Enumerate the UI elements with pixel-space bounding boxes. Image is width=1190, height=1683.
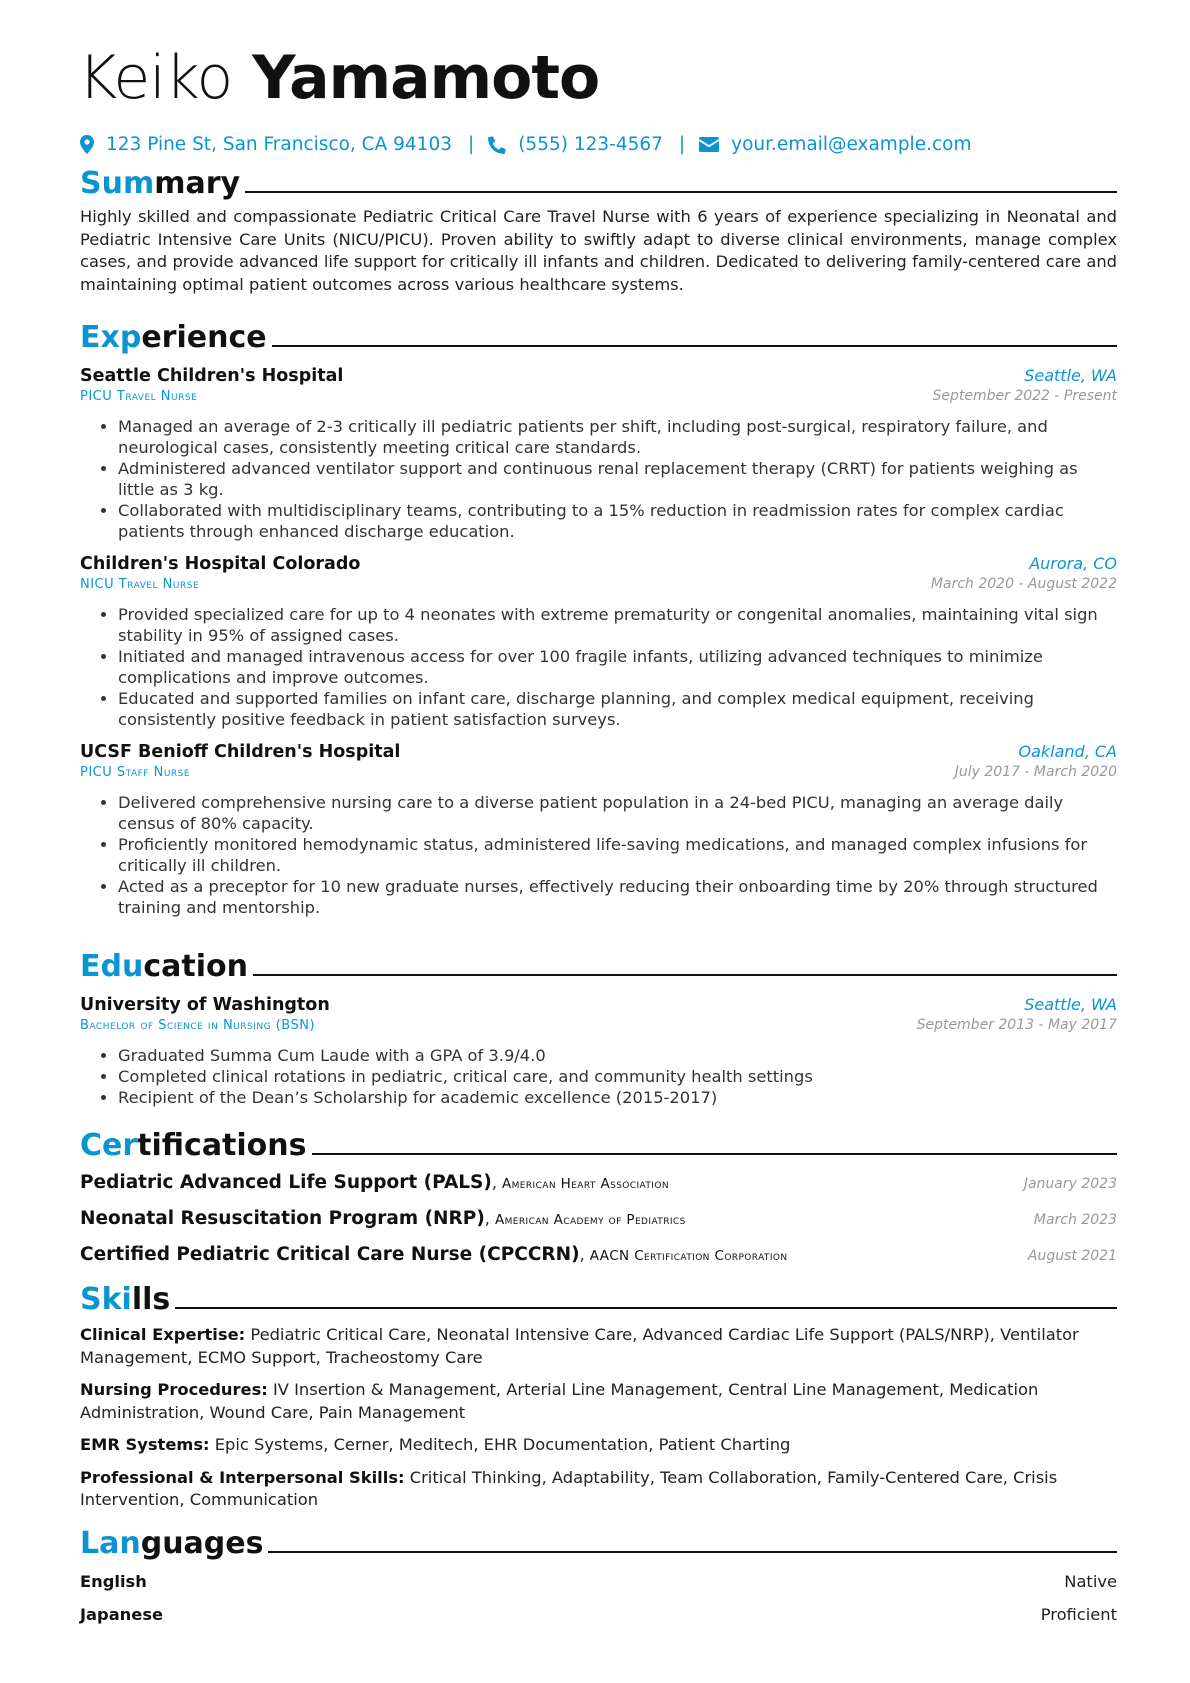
- job-location: Seattle, WA: [1024, 366, 1117, 385]
- skill-label: Clinical Expertise:: [80, 1325, 246, 1344]
- language-name: Japanese: [80, 1605, 164, 1624]
- job-entry: [80, 554, 1117, 730]
- list-item: • Educated and supported families on infant care, discharge planning, and complex medical equipment, receiving consistently positive feedback in patient satisfaction surveys.: [118, 688, 1117, 730]
- phone-text: (555) 123-4567: [518, 134, 663, 155]
- experience-section: [80, 316, 1117, 918]
- job-role: NICU Travel Nurse: [80, 577, 200, 592]
- education-section: [80, 945, 1117, 1108]
- cert-date: March 2023: [1033, 1212, 1117, 1228]
- skills-section: [80, 1278, 1117, 1522]
- envelope-icon: [699, 137, 719, 152]
- list-item: • Administered advanced ventilator support and continuous renal replacement therapy (CRRT) for patients weighing as little as 3 kg.: [118, 458, 1117, 500]
- cert-name: Pediatric Advanced Life Support (PALS): [80, 1172, 492, 1193]
- section-rule: [245, 191, 1117, 193]
- list-item: • Acted as a preceptor for 10 new graduate nurses, effectively reducing their onboarding time by 20% through structured training and mentorship.: [118, 876, 1117, 918]
- cert-date: August 2021: [1027, 1248, 1117, 1264]
- contact-address: [80, 134, 452, 155]
- cert-name: Neonatal Resuscitation Program (NRP): [80, 1208, 485, 1229]
- cert-org: AACN Certification Corporation: [589, 1248, 788, 1264]
- job-dates: July 2017 - March 2020: [954, 764, 1117, 780]
- phone-icon: [488, 136, 506, 154]
- job-location: Oakland, CA: [1018, 742, 1117, 761]
- skill-value: Critical Thinking, Adaptability, Team Collaboration, Family-Centered Care, Crisis Intervention, Communication: [80, 1467, 1058, 1509]
- section-rule: [268, 1551, 1117, 1553]
- cert-name: Certified Pediatric Critical Care Nurse (CPCCRN): [80, 1244, 580, 1265]
- skill-value: Pediatric Critical Care, Neonatal Intensive Care, Advanced Cardiac Life Support (PALS/NRP), Ventilator Management, ECMO Support, Tracheostomy Care: [80, 1325, 1079, 1367]
- language-level: Native: [1064, 1572, 1117, 1591]
- languages-title: Languages: [80, 1526, 264, 1561]
- summary-text: Highly skilled and compassionate Pediatric Critical Care Travel Nurse with 6 years of experience specializing in Neonatal and Pediatric Intensive Care Units (NICU/PICU). Proven ability to swiftly adapt to diverse clinical environments, manage complex cases, and provide advanced life support for critically ill infants and children. Dedicated to delivering family-centered care and maintaining optimal patient outcomes across various healthcare systems.: [80, 207, 1117, 294]
- contact-separator: |: [467, 134, 475, 155]
- email-text: your.email@example.com: [731, 134, 972, 155]
- contact-separator: |: [678, 134, 686, 155]
- education-bullets: [80, 1045, 1117, 1108]
- list-item: • Proficiently monitored hemodynamic status, administered life-saving medications, and managed complex infusions for critically ill children.: [118, 834, 1117, 876]
- cert-org: American Academy of Pediatrics: [494, 1212, 686, 1228]
- list-item: • Graduated Summa Cum Laude with a GPA of 3.9/4.0: [118, 1045, 1117, 1066]
- education-title: Education: [80, 949, 248, 984]
- last-name: Yamamoto: [252, 43, 600, 113]
- list-item: • Initiated and managed intravenous access for over 100 fragile infants, utilizing advanced techniques to minimize complications and improve outcomes.: [118, 646, 1117, 688]
- skill-value: Epic Systems, Cerner, Meditech, EHR Documentation, Patient Charting: [214, 1435, 791, 1454]
- job-dates: September 2022 - Present: [932, 388, 1117, 404]
- skill-label: EMR Systems:: [80, 1435, 210, 1454]
- job-bullets: [80, 604, 1117, 730]
- cert-org: American Heart Association: [502, 1176, 669, 1192]
- language-level: Proficient: [1040, 1605, 1117, 1624]
- certification-item: Neonatal Resuscitation Program (NRP), American Academy of Pediatrics March 2023: [80, 1208, 1117, 1229]
- contact-bar: [80, 134, 971, 155]
- school-location: Seattle, WA: [1024, 995, 1117, 1014]
- job-bullets: [80, 792, 1117, 918]
- list-item: • Recipient of the Dean’s Scholarship for academic excellence (2015-2017): [118, 1087, 1117, 1108]
- section-rule: [253, 974, 1117, 976]
- address-text: 123 Pine St, San Francisco, CA 94103: [106, 134, 452, 155]
- section-heading: [80, 1278, 1117, 1318]
- skill-label: Nursing Procedures:: [80, 1380, 268, 1399]
- experience-title: Experience: [80, 320, 267, 355]
- job-bullets: [80, 416, 1117, 542]
- skill-group: [80, 1434, 1117, 1457]
- list-item: • Delivered comprehensive nursing care to a diverse patient population in a 24-bed PICU, managing an average daily census of 80% capacity.: [118, 792, 1117, 834]
- contact-email[interactable]: [699, 134, 971, 155]
- job-location: Aurora, CO: [1029, 554, 1117, 573]
- skill-group: [80, 1379, 1117, 1424]
- summary-title: Summary: [80, 166, 241, 201]
- section-rule: [312, 1153, 1117, 1155]
- certifications-section: [80, 1124, 1117, 1280]
- language-name: English: [80, 1572, 147, 1591]
- candidate-name: [78, 42, 599, 114]
- job-role: PICU Travel Nurse: [80, 389, 198, 404]
- job-org: Seattle Children's Hospital: [80, 366, 344, 386]
- certification-item: Certified Pediatric Critical Care Nurse (CPCCRN), AACN Certification Corporation August 2021: [80, 1244, 1117, 1265]
- degree: Bachelor of Science in Nursing (BSN): [80, 1018, 316, 1033]
- list-item: • Managed an average of 2-3 critically ill pediatric patients per shift, including post-surgical, respiratory failure, and neurological cases, consistently meeting critical care standards.: [118, 416, 1117, 458]
- job-entry: [80, 366, 1117, 542]
- languages-section: [80, 1522, 1117, 1638]
- section-heading: [80, 1522, 1117, 1562]
- skill-value: IV Insertion & Management, Arterial Line Management, Central Line Management, Medication Administration, Wound Care, Pain Management: [80, 1380, 1039, 1422]
- certification-item: Pediatric Advanced Life Support (PALS), American Heart Association January 2023: [80, 1172, 1117, 1193]
- map-pin-icon: [80, 135, 94, 154]
- education-dates: September 2013 - May 2017: [916, 1017, 1117, 1033]
- section-heading: [80, 316, 1117, 356]
- education-entry: [80, 995, 1117, 1108]
- first-name: Keiko: [78, 43, 233, 113]
- list-item: • Collaborated with multidisciplinary teams, contributing to a 15% reduction in readmission rates for complex cardiac patients through enhanced discharge education.: [118, 500, 1117, 542]
- section-heading: [80, 945, 1117, 985]
- cert-date: January 2023: [1023, 1176, 1117, 1192]
- school-name: University of Washington: [80, 995, 330, 1015]
- skill-group: [80, 1467, 1117, 1512]
- certifications-title: Certifications: [80, 1128, 307, 1163]
- section-rule: [272, 345, 1117, 347]
- job-dates: March 2020 - August 2022: [930, 576, 1117, 592]
- list-item: • Completed clinical rotations in pediatric, critical care, and community health settings: [118, 1066, 1117, 1087]
- job-org: Children's Hospital Colorado: [80, 554, 361, 574]
- section-heading: [80, 162, 1117, 202]
- language-item: [80, 1572, 1117, 1605]
- job-org: UCSF Benioff Children's Hospital: [80, 742, 401, 762]
- language-item: [80, 1605, 1117, 1638]
- job-entry: [80, 742, 1117, 918]
- job-role: PICU Staff Nurse: [80, 765, 191, 780]
- contact-phone[interactable]: [488, 134, 663, 155]
- skill-label: Professional & Interpersonal Skills:: [80, 1467, 405, 1487]
- summary-section: [80, 162, 1117, 296]
- section-rule: [175, 1307, 1117, 1309]
- section-heading: [80, 1124, 1117, 1164]
- skill-group: [80, 1324, 1117, 1369]
- skills-title: Skills: [80, 1282, 171, 1317]
- list-item: • Provided specialized care for up to 4 neonates with extreme prematurity or congenital anomalies, maintaining vital sign stability in 95% of assigned cases.: [118, 604, 1117, 646]
